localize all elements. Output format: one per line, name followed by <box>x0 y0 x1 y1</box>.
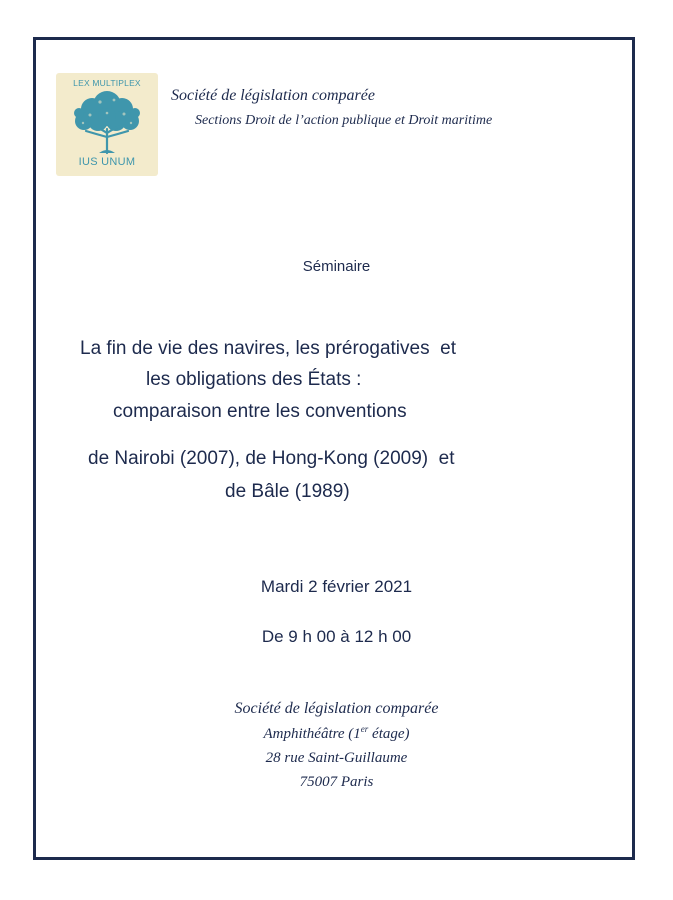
venue-room-prefix: Amphithéâtre (1 <box>263 726 361 742</box>
venue-room-superscript: er <box>360 724 369 734</box>
venue-street: 28 rue Saint-Guillaume <box>265 750 408 766</box>
event-title-line-1: La fin de vie des navires, les prérogatives et <box>80 338 456 359</box>
logo-top-text: LEX MULTIPLEX <box>73 78 141 88</box>
venue-room <box>0 726 673 743</box>
event-title-line-5: de Bâle (1989) <box>225 481 350 502</box>
seminar-label: Séminaire <box>302 258 371 275</box>
organization-sections: Sections Droit de l’action publique et Droit maritime <box>195 113 493 128</box>
logo-bottom-text: IUS UNUM <box>78 156 136 168</box>
event-date: Mardi 2 février 2021 <box>260 577 413 596</box>
venue-room-suffix: étage) <box>368 726 410 742</box>
event-title-line-2: les obligations des États : <box>146 369 362 390</box>
venue-name: Société de législation comparée <box>234 700 439 717</box>
logo <box>56 73 158 176</box>
event-time: De 9 h 00 à 12 h 00 <box>261 627 412 646</box>
organization-name: Société de législation comparée <box>171 87 375 104</box>
venue-city: 75007 Paris <box>299 774 374 790</box>
event-title-line-4: de Nairobi (2007), de Hong-Kong (2009) et <box>88 448 455 469</box>
event-title-line-3: comparaison entre les conventions <box>113 401 407 422</box>
tree-icon <box>72 87 142 155</box>
